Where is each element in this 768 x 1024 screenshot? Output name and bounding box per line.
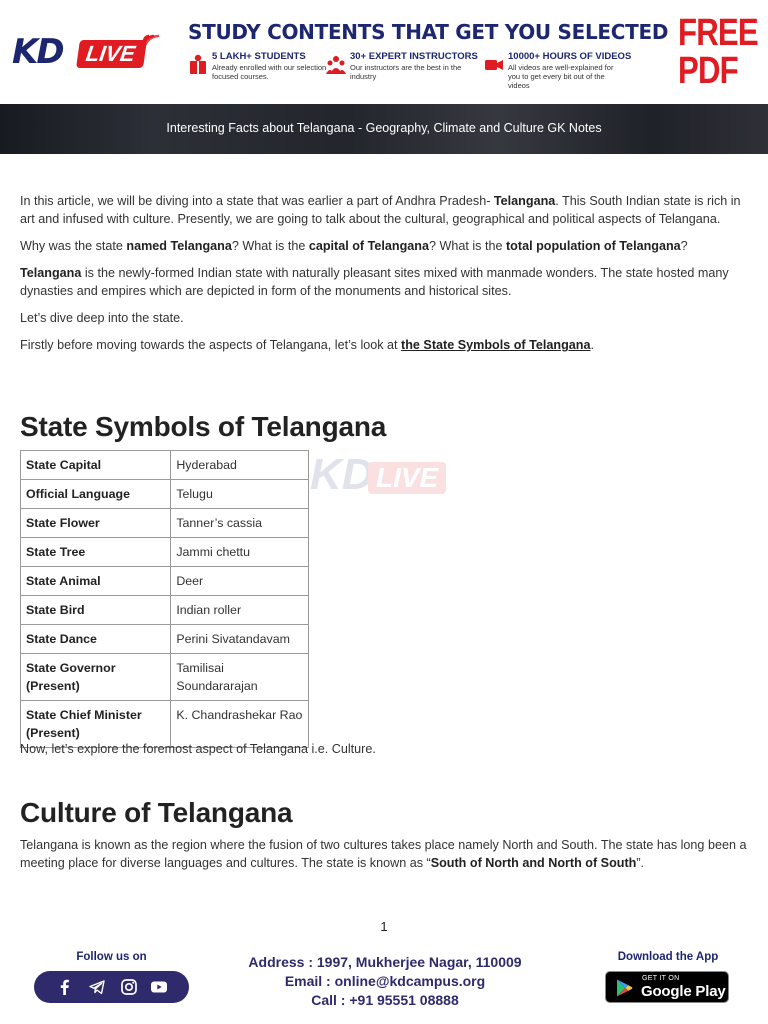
table-row <box>21 567 309 596</box>
table-row <box>21 701 309 748</box>
symbol-value: Perini Sivatandavam <box>171 625 309 654</box>
watermark-kd-text: KD <box>310 450 374 499</box>
intro-paragraph-1: In this article, we will be diving into a state that was earlier a part of Andhra Pradesh- Telangana. This South Indian state is rich in art and infused with culture. Presently, we are going to talk about the cultural, geographical and political aspects of Telangana. <box>20 194 741 226</box>
free-pdf-line1: FREE <box>678 12 758 54</box>
feature-title: 5 LAKH+ STUDENTS <box>212 51 306 62</box>
google-play-button[interactable] <box>605 971 729 1003</box>
table-row <box>21 509 309 538</box>
feature-students <box>188 51 327 83</box>
video-camera-icon <box>484 54 504 76</box>
kd-live-watermark <box>310 440 460 520</box>
state-symbols-table <box>20 450 309 748</box>
symbol-key: State Capital <box>21 451 171 480</box>
table-row <box>21 596 309 625</box>
symbol-value: Hyderabad <box>171 451 309 480</box>
store-small-text: GET IT ON <box>642 975 680 982</box>
symbol-key: State Bird <box>21 596 171 625</box>
state-symbols-link[interactable]: the State Symbols of Telangana <box>401 338 591 352</box>
download-app-label: Download the App <box>617 951 719 963</box>
header-tagline: STUDY CONTENTS THAT GET YOU SELECTED <box>188 20 669 44</box>
table-row <box>21 654 309 701</box>
book-icon <box>188 54 208 76</box>
symbol-key: State Governor (Present) <box>21 654 171 701</box>
social-links <box>34 971 189 1003</box>
intro-paragraph-5: Firstly before moving towards the aspects of Telangana, let’s look at the State Symbols of Telangana. <box>20 338 594 352</box>
symbol-value: Telugu <box>171 480 309 509</box>
follow-us-label: Follow us on <box>76 951 147 963</box>
symbol-value: Tanner’s cassia <box>171 509 309 538</box>
feature-subtitle: All videos are well-explained for you to get every bit out of the videos <box>508 63 614 90</box>
store-big-text: Google Play <box>641 983 726 1000</box>
page-number: 1 <box>380 919 388 934</box>
symbol-key: Official Language <box>21 480 171 509</box>
youtube-icon[interactable] <box>150 978 168 996</box>
broadcast-waves-icon <box>140 28 162 50</box>
free-pdf-line2: PDF <box>678 50 738 92</box>
symbol-value: Indian roller <box>171 596 309 625</box>
table-row <box>21 451 309 480</box>
intro-paragraph-3: Telangana is the newly-formed Indian state with naturally pleasant sites mixed with manmade wonders. The state hosted many dynasties and empires which are depicted in form of the monuments and historical sites. <box>20 266 729 298</box>
symbol-value: Jammi chettu <box>171 538 309 567</box>
intro-paragraph-4: Let’s dive deep into the state. <box>20 311 184 325</box>
feature-subtitle: Our instructors are the best in the industry <box>350 63 462 81</box>
title-banner <box>0 104 768 154</box>
watermark-live-text: LIVE <box>368 462 446 494</box>
footer-email[interactable]: Email : online@kdcampus.org <box>284 973 486 989</box>
footer-phone[interactable]: Call : +91 95551 08888 <box>311 992 459 1008</box>
after-table-text: Now, let’s explore the foremost aspect of Telangana i.e. Culture. <box>20 742 376 756</box>
feature-title: 10000+ HOURS OF VIDEOS <box>508 51 632 62</box>
footer-address: Address : 1997, Mukherjee Nagar, 110009 <box>248 954 522 970</box>
feature-videos <box>484 51 659 90</box>
symbol-key: State Chief Minister (Present) <box>21 701 171 748</box>
free-pdf-badge <box>678 12 758 92</box>
google-play-icon <box>614 978 634 998</box>
culture-heading: Culture of Telangana <box>20 797 293 828</box>
symbol-value: K. Chandrashekar Rao <box>171 701 309 748</box>
intro-content <box>20 192 748 363</box>
symbol-key: State Tree <box>21 538 171 567</box>
facebook-icon[interactable] <box>56 978 74 996</box>
symbol-key: State Animal <box>21 567 171 596</box>
logo-live-badge: LIVE <box>76 40 147 68</box>
table-row <box>21 538 309 567</box>
group-icon <box>326 54 346 76</box>
culture-paragraph: Telangana is known as the region where the fusion of two cultures takes place namely North and South. The state has long been a meeting place for diverse languages and cultures. The state is known as “South of North and North of South”. <box>20 838 747 870</box>
state-symbols-heading: State Symbols of Telangana <box>20 411 387 442</box>
intro-paragraph-2: Why was the state named Telangana? What is the capital of Telangana? What is the total population of Telangana? <box>20 239 688 253</box>
table-row <box>21 480 309 509</box>
symbol-value: Tamilisai Soundararajan <box>171 654 309 701</box>
logo-kd-text: KD <box>12 32 63 72</box>
banner-title: Interesting Facts about Telangana - Geography, Climate and Culture GK Notes <box>166 121 602 135</box>
symbol-key: State Dance <box>21 625 171 654</box>
table-row <box>21 625 309 654</box>
feature-title: 30+ EXPERT INSTRUCTORS <box>350 51 478 62</box>
instagram-icon[interactable] <box>120 978 138 996</box>
header <box>0 0 768 104</box>
symbol-key: State Flower <box>21 509 171 538</box>
kd-live-logo[interactable] <box>12 30 162 80</box>
feature-instructors <box>326 51 476 83</box>
feature-subtitle: Already enrolled with our selection focused courses. <box>212 63 327 81</box>
symbol-value: Deer <box>171 567 309 596</box>
telegram-icon[interactable] <box>88 978 106 996</box>
